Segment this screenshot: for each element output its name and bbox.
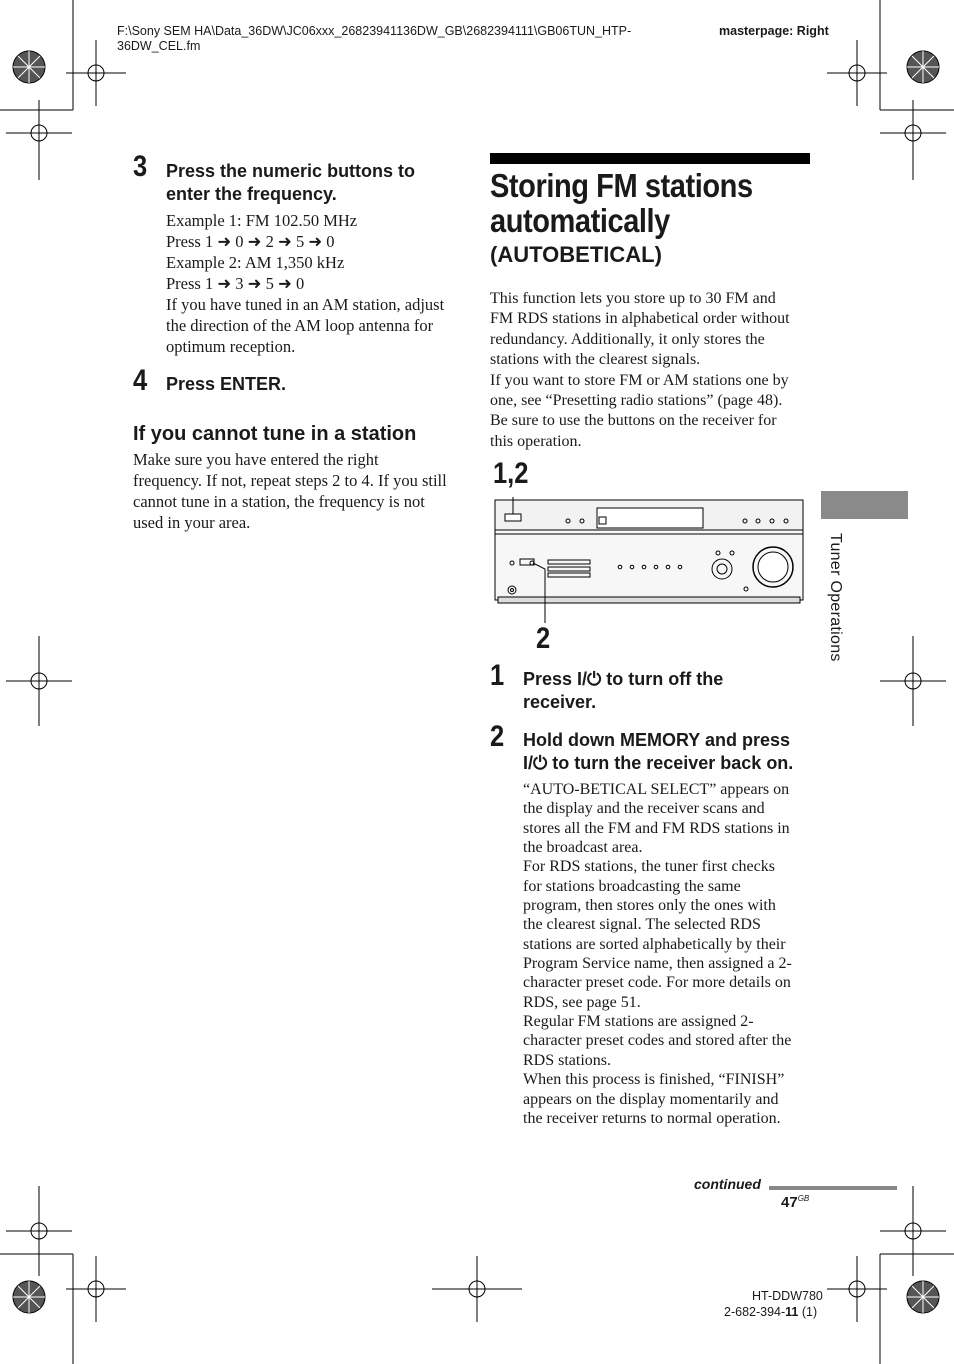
step-2-line: “AUTO-BETICAL SELECT” appears on: [523, 781, 790, 798]
intro-line: one, see “Presetting radio stations” (page 48).: [490, 392, 783, 410]
intro-line: this operation.: [490, 432, 582, 450]
page-number-suffix: GB: [797, 1194, 810, 1203]
cannot-tune-body: [133, 449, 463, 533]
step-2-heading-line1: Hold down MEMORY and press: [523, 730, 791, 750]
step-2-line: stores all the FM and FM RDS stations in: [523, 819, 790, 837]
step-2-line: RDS stations.: [523, 1051, 612, 1069]
step-2-line: program, then stores only the ones with: [523, 897, 776, 915]
part-number: [724, 1305, 817, 1319]
cannot-tune-line: Make sure you have entered the right: [133, 450, 379, 469]
figure-label-2: 2: [536, 622, 551, 655]
cannot-tune-line: frequency. If not, repeat steps 2 to 4. If you still: [133, 471, 447, 490]
step-2-line: RDS, see page 51.: [523, 993, 641, 1011]
step-1-heading-line1: Press I/⏻ to turn off the: [523, 669, 724, 689]
step-3-line: If you have tuned in an AM station, adjust: [166, 295, 445, 314]
continued-bar: [769, 1186, 897, 1190]
section-subtitle: (AUTOBETICAL): [490, 242, 662, 267]
step-3-line: Example 2: AM 1,350 kHz: [166, 253, 345, 272]
step-1-number: 1: [490, 659, 505, 692]
file-path-header: [117, 24, 707, 54]
side-tab-label: [826, 533, 848, 693]
step-2-line: character preset codes and stored after the: [523, 1032, 792, 1050]
step-3-heading-line2: enter the frequency.: [166, 184, 337, 204]
file-path-line1: F:\Sony SEM HA\Data_36DW\JC06xxx_26823941136DW_GB\2682394111\GB06TUN_HTP-: [117, 24, 632, 38]
step-2-line: Program Service name, then assigned a 2-: [523, 955, 792, 973]
step-2-line: the receiver returns to normal operation.: [523, 1109, 781, 1127]
step-3-line: optimum reception.: [166, 337, 296, 356]
figure-label-1-2: 1,2: [493, 457, 529, 490]
side-tab-text: Tuner Operations: [827, 533, 844, 662]
file-path-line2: 36DW_CEL.fm: [117, 39, 201, 53]
cannot-tune-heading: If you cannot tune in a station: [133, 423, 417, 445]
step-2-body: [523, 780, 823, 1128]
intro-line: stations with the clearest signals.: [490, 351, 701, 369]
step-2-line: stations are sorted alphabetically by their: [523, 935, 786, 953]
step-2-line: the clearest signal. The selected RDS: [523, 916, 761, 934]
section-side-tab: [821, 491, 908, 519]
step-2-line: for stations broadcasting the same: [523, 877, 741, 895]
section-title-line1: Storing FM stations: [490, 167, 753, 204]
intro-line: redundancy. Additionally, it only stores the: [490, 330, 765, 348]
step-2-line: character preset code. For more details on: [523, 974, 791, 992]
cannot-tune-line: used in your area.: [133, 513, 251, 532]
page-number: [781, 1194, 809, 1211]
intro-body: [490, 289, 820, 452]
intro-line: FM RDS stations in alphabetical order without: [490, 310, 790, 328]
step-3-line: Press 1 ➜ 3 ➜ 5 ➜ 0: [166, 274, 305, 293]
step-1-heading: [523, 668, 723, 714]
step-2-line: Regular FM stations are assigned 2-: [523, 1013, 754, 1031]
step-2-line: When this process is finished, “FINISH”: [523, 1071, 785, 1089]
step-3-line: Example 1: FM 102.50 MHz: [166, 211, 358, 230]
step-4-heading: Press ENTER.: [166, 374, 287, 394]
step-2-heading-line2: I/⏻ to turn the receiver back on.: [523, 753, 794, 773]
step-2-line: the broadcast area.: [523, 839, 643, 857]
step-4-number: 4: [133, 364, 148, 397]
part-number-revision: 11: [785, 1305, 799, 1319]
page-number-value: 47: [781, 1194, 798, 1211]
step-3-line: the direction of the AM loop antenna for: [166, 316, 434, 335]
model-number: HT-DDW780: [752, 1289, 823, 1303]
cannot-tune-line: cannot tune in a station, the frequency is not: [133, 492, 425, 511]
step-1-heading-line2: receiver.: [523, 692, 597, 712]
step-3-line: Press 1 ➜ 0 ➜ 2 ➜ 5 ➜ 0: [166, 232, 335, 251]
section-title-line2: automatically: [490, 202, 670, 239]
receiver-front-panel-illustration: [490, 485, 810, 625]
step-2-number: 2: [490, 720, 505, 753]
step-2-line: appears on the display momentarily and: [523, 1090, 779, 1108]
step-3-heading: [166, 160, 415, 206]
part-number-suffix: (1): [798, 1305, 818, 1319]
part-number-prefix: 2-682-394-: [724, 1305, 786, 1319]
intro-line: Be sure to use the buttons on the receiver for: [490, 412, 777, 430]
step-2-line: the display and the receiver scans and: [523, 800, 765, 818]
intro-line: This function lets you store up to 30 FM and: [490, 290, 776, 307]
intro-line: If you want to store FM or AM stations one by: [490, 371, 789, 389]
step-3-number: 3: [133, 150, 148, 183]
step-3-heading-line1: Press the numeric buttons to: [166, 161, 416, 181]
section-title: [490, 168, 780, 238]
step-2-heading: [523, 729, 793, 775]
step-3-body: [166, 210, 466, 357]
masterpage-label: masterpage: Right: [719, 24, 829, 38]
continued-label: continued: [694, 1176, 761, 1192]
step-2-line: For RDS stations, the tuner first checks: [523, 858, 775, 876]
section-title-bar: [490, 153, 810, 164]
